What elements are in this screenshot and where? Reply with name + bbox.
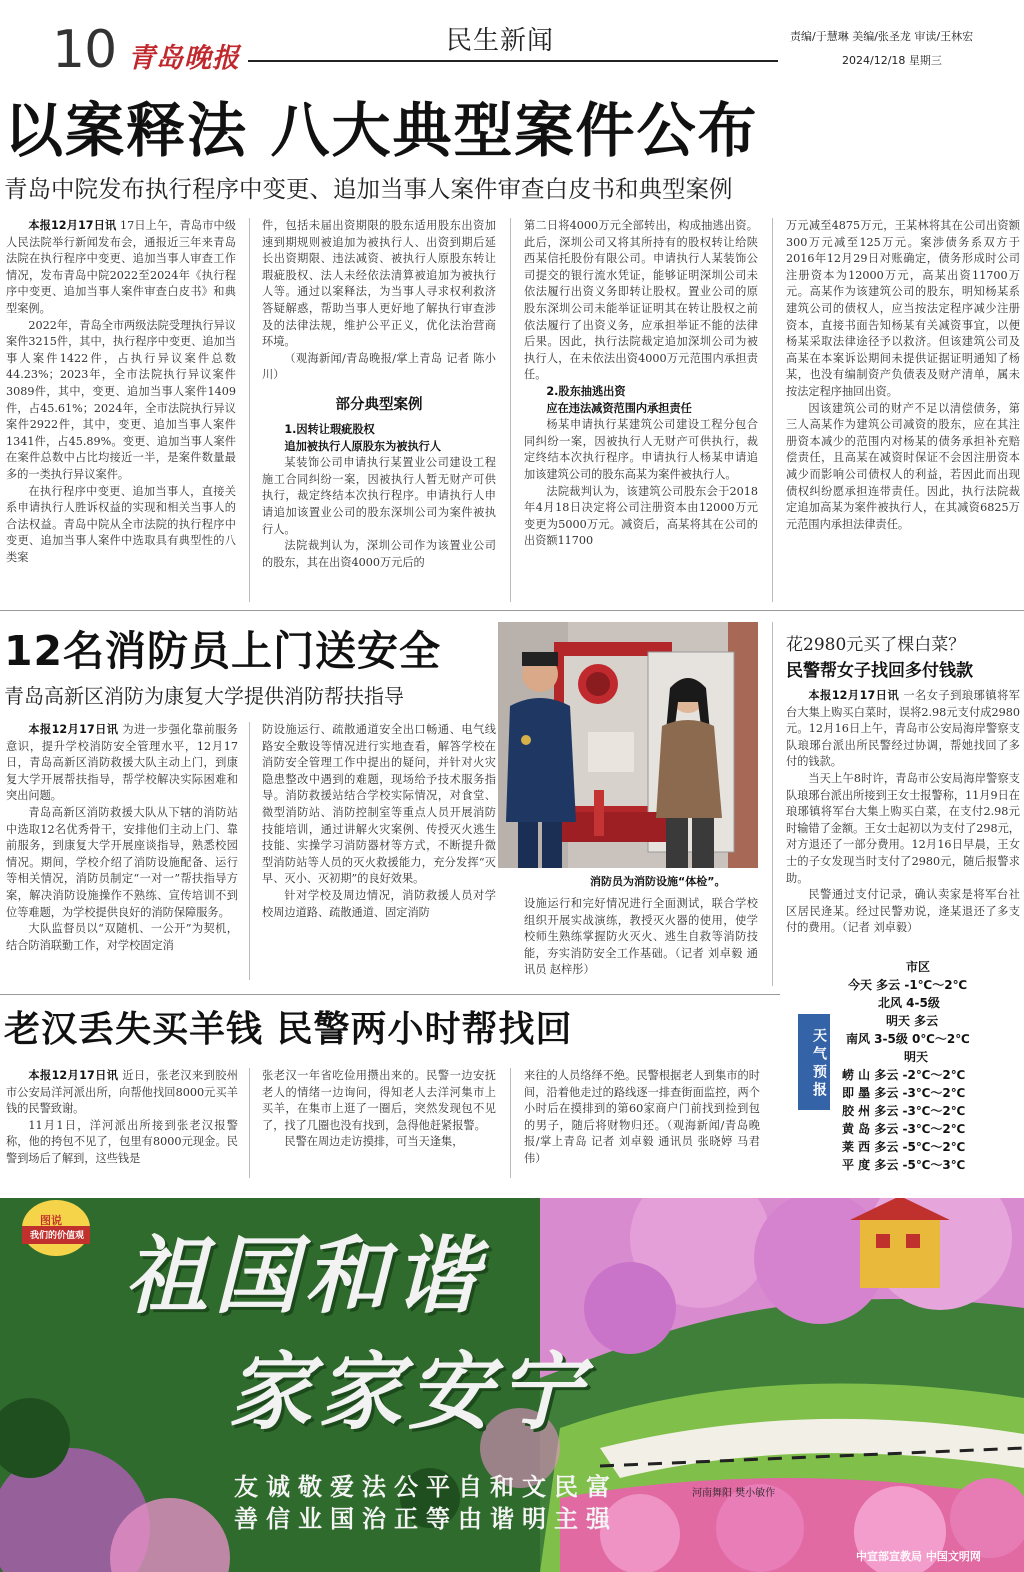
- poster-title-line2: 家家安宁: [228, 1343, 589, 1441]
- story2-col1: [6, 722, 238, 980]
- story3-para: 一名女子到琅琊镇将军台大集上购买白菜时，误将2.98元支付成2980元。12月16日上午，青岛市公安局海岸警察支队琅琊台派出所民警经过协调，帮她找回了多付的钱款。: [786, 689, 1020, 769]
- story4-para: 来往的人员络绎不绝。民警根据老人到集市的时间，沿着他走过的路线逐一排查街面监控，两个小时后在摸排到的第60家商户门前找到捡到包的男子，随后将财物归还。（观海新闻/青岛晚报/掌上青岛 记者 刘卓毅 通讯员 张晓婷 马君伟）: [524, 1069, 760, 1165]
- case2-subtitle: 应在违法减资范围内承担责任: [546, 401, 692, 415]
- story2-para: 针对学校及周边情况，消防救援人员对学校周边道路、疏散通道、固定消防: [262, 888, 496, 919]
- weather-forecast: [838, 958, 1018, 1174]
- story1-para: 件，包括未届出资期限的股东适用股东出资加速到期规则被追加为被执行人、出资到期后延长出资期限、违法减资、被执行人原股东转让瑕疵股权、法人未经依法清算被追加为被执行人等。通过以案释法，为当事人寻求权利救济答疑解惑，帮助当事人更好地了解执行审查涉及的法律法规，维护公平正义，优化法治营商环境。: [262, 219, 496, 349]
- poster-footer-credit: 中宣部宣教局 中国文明网: [856, 1550, 981, 1563]
- story1-para: 法院裁判认为，深圳公司作为该置业公司的股东，其在出资4000万元后的: [262, 539, 496, 569]
- story3-para: 民警通过支付记录，确认卖家是将军台社区居民逄某。经过民警劝说，逄某退还了多支付的费用。（记者 刘卓毅）: [786, 888, 1020, 935]
- story1-para: 17日上午，青岛市中级人民法院举行新闻发布会，通报近三年来青岛法院在执行程序中变更、追加当事人审查工作情况，发布青岛中院2022至2024年《执行程序中变更、追加当事人案件审查白皮书》和典型案例。: [6, 219, 236, 315]
- weather-row: 今天 多云 -1℃～2℃: [848, 978, 968, 992]
- story2-para: 大队监督员以“双随机、一公开”为契机，结合防消联勤工作，对学校固定消: [6, 922, 238, 952]
- editor-credits: 责编/于慧琳 美编/张圣龙 审读/王林宏: [790, 30, 974, 43]
- weather-row: 即 墨 多云 -3℃～2℃: [842, 1086, 966, 1100]
- paper-name-logo: 青岛晚报: [128, 43, 240, 74]
- issue-date: 2024/12/18 星期三: [842, 54, 942, 67]
- story1-para: 第二日将4000万元全部转出，构成抽逃出资。此后，深圳公司又将其所持有的股权转让给陕西某信托股份有限公司。申请执行人某装饰公司提交的银行流水凭证，能够证明深圳公司未依法履行出资义务即转让股权。置业公司的原股东深圳公司未能举证证明其在转让股权之前依法履行了出资义务，应承担举证不能的法律后果。因此，执行法院裁定追加深圳公司为被执行人，在未依法出资4000万元范围内承担责任。: [524, 219, 758, 382]
- weather-row: 南风 3-5级 0℃～2℃: [846, 1032, 970, 1046]
- photo-illustration: [498, 622, 758, 868]
- weather-row: 市区: [906, 960, 931, 974]
- story4-para: 11月1日，洋河派出所接到张老汉报警称，他的挎包不见了，包里有8000元现金。民警到场后了解到，这些钱是: [6, 1118, 238, 1165]
- story2-para: 青岛高新区消防救援大队从下辖的消防站中选取12名优秀骨干，安排他们主动上门、靠前服务，到康复大学开展座谈指导，熟悉校园情况。期间，学校介绍了消防设施配备、运行等相关情况，消防员制定“一对一”帮扶指导方案，解决消防设施操作不熟练、宣传培训不到位等难题，为学校提供良好的消防保障服务。: [6, 805, 238, 919]
- case2-title: 2.股东抽逃出资: [546, 384, 626, 398]
- story4-headline: 老汉丢失买羊钱 民警两小时帮找回: [4, 1009, 573, 1050]
- story2-para: 为进一步强化靠前服务意识，提升学校消防安全管理水平，12月17日，青岛高新区消防救援大队主动上门，到康复大学开展帮扶指导，帮学校解决实际困难和突出问题。: [6, 723, 238, 803]
- story1-para: 在执行程序中变更、追加当事人，直接关系申请执行人胜诉权益的实现和相关当事人的合法权益。青岛中院从全市法院的执行程序中变更、追加当事人案件中选取具有典型性的八类案: [6, 484, 236, 564]
- masthead-rule: [248, 60, 778, 62]
- story2-col3: [524, 896, 758, 986]
- story1-col3: [524, 218, 758, 602]
- story3-para: 当天上午8时许，青岛市公安局海岸警察支队琅琊台派出所接到王女士报警称，11月9日在琅琊镇将军台大集上购买白菜，在支付2.98元时输错了金额。王女士起初以为支付了298元，对方退还了一部分费用。12月16日早晨，王女士的子女发现当时支付了2980元，随后报警求助。: [786, 771, 1020, 885]
- firefighter-photo: [498, 622, 758, 868]
- story1-para: 某装饰公司申请执行某置业公司建设工程施工合同纠纷一案，因被执行人暂无财产可供执行，裁定终结本次执行程序。申请执行人申请追加该置业公司的股东深圳公司为案件被执行人。: [262, 456, 496, 536]
- weather-row: 平 度 多云 -5℃～3℃: [842, 1158, 966, 1172]
- poster-artist-credit: 河南舞阳 樊小敏作: [692, 1488, 776, 1499]
- story4-col3: [524, 1068, 760, 1182]
- story1-byline: （观海新闻/青岛晚报/掌上青岛 记者 陈小川）: [262, 351, 496, 382]
- story3-dateline: 本报12月17日讯: [808, 689, 900, 702]
- story4-dateline: 本报12月17日讯: [28, 1069, 119, 1082]
- story1-col2: [262, 218, 496, 602]
- story1-para: 因该建筑公司的财产不足以清偿债务，第三人高某作为建筑公司减资的股东，应在其注册资本减少的范围内对杨某的债务承担补充赔偿责任，且高某在减资时保证不会因注册资本减少而影响公司债权人的利益，若因此而出现债权纠纷愿承担连带责任。因此，执行法院裁定追加高某为案件被执行人，在其减资6825万元范围内承担法律责任。: [786, 401, 1020, 531]
- section-title: 民生新闻: [446, 26, 555, 56]
- values-poster: [0, 1198, 1024, 1572]
- story3-kicker: 花2980元买了棵白菜？: [786, 635, 966, 655]
- poster-badge-top: 图说: [40, 1214, 62, 1227]
- weather-row: 胶 州 多云 -3℃～2℃: [842, 1104, 966, 1118]
- story2-dateline: 本报12月17日讯: [28, 723, 119, 736]
- story2-subhead: 青岛高新区消防为康复大学提供消防帮扶指导: [4, 684, 404, 708]
- story1-headline: 以案释法 八大典型案件公布: [4, 96, 759, 165]
- story4-col1: [6, 1068, 238, 1182]
- story2-col2: [262, 722, 496, 980]
- poster-badge-bottom: 我们的价值观: [29, 1231, 84, 1241]
- story1-col4: [786, 218, 1020, 602]
- story4-para: 民警在周边走访摸排，可当天逢集，: [284, 1135, 464, 1149]
- story1-subhead: 青岛中院发布执行程序中变更、追加当事人案件审查白皮书和典型案例: [4, 175, 733, 203]
- story1-para: 杨某申请执行某建筑公司建设工程分包合同纠纷一案，因被执行人无财产可供执行，裁定终结本次执行程序。申请执行人杨某申请追加该建筑公司的股东高某为案件被执行人。: [524, 418, 758, 481]
- weather-row: 明天: [904, 1050, 929, 1064]
- story4-col2: [262, 1068, 496, 1182]
- story1-dateline: 本报12月17日讯: [28, 219, 117, 232]
- page-number: 10: [52, 20, 117, 80]
- story4-para: 近日，张老汉来到胶州市公安局洋河派出所，向帮他找回8000元买羊钱的民警致谢。: [6, 1069, 238, 1116]
- story3-body: [786, 688, 1020, 950]
- case1-title: 1.因转让瑕疵股权: [284, 422, 375, 436]
- story2-para: 防设施运行、疏散通道安全出口畅通、电气线路安全敷设等情况进行实地查看，解答学校在消防安全管理工作中提出的疑问，并针对火灾隐患整改中遇到的难题，现场给予技术服务指导。消防救援站结合学校实际情况，对食堂、微型消防站、消防控制室等重点人员开展消防技能培训，通过讲解火灾案例、传授灭火逃生技能、实操学习消防器材等方式，不断提升微型消防站等人员的灭火救援能力，充分发挥“灭早、灭小、灭初期”的良好效果。: [262, 723, 496, 886]
- story1-para: 2022年，青岛全市两级法院受理执行异议案件3215件，其中，执行程序中变更、追加当事人案件1422件，占执行异议案件总数44.23%；2023年，全市法院执行异议案件3089件，其中，变更、追加当事人案件1409件，占45.61%；2024年，全市法院执行异议案件2922件，其中，变更、追加当事人案件1341件，占45.89%。变更、追加当事人案件在案件总数中占比均接近一半，是案件数量最多的一类执行异议案件。: [6, 318, 236, 481]
- story3-headline: 民警帮女子找回多付钱款: [786, 661, 973, 681]
- story4-para: 张老汉一年省吃俭用攒出来的。民警一边安抚老人的情绪一边询问，得知老人去洋河集市上买羊，在集市上逛了一圈后，突然发现包不见了，找了几圈也没有找到，急得他赶紧报警。: [262, 1069, 496, 1132]
- weather-badge: [798, 1014, 830, 1110]
- story1-col1: [6, 218, 236, 602]
- photo-caption: 消防员为消防设施“体检”。: [590, 875, 726, 888]
- poster-values-row2: 善信业国治正等由谐明主强: [234, 1504, 618, 1533]
- weather-row: 明天 多云: [886, 1014, 939, 1028]
- story2-headline: 12名消防员上门送安全: [4, 627, 442, 675]
- story1-para: 万元减至4875万元，王某林将其在公司出资额300万元减至125万元。案涉债务系双方于2016年12月29日对账确定，债务形成时公司注册资本为12000万元，高某出资11700万元。高某作为该建筑公司的股东，明知杨某系建筑公司的债权人，应当按法定程序减少注册资本，直接书面告知杨某有关减资事宜，以便杨某采取法律途径予以救济。但该建筑公司及高某在本案诉讼期间未提供证据证明通知了杨某，也没有编制资产负债表及财产清单，属未按法定程序抽回出资。: [786, 219, 1020, 398]
- weather-badge-text: 天气预报: [811, 1028, 827, 1100]
- poster-values-row1: 友诚敬爱法公平自和文民富: [234, 1472, 618, 1501]
- cases-heading: 部分典型案例: [335, 396, 423, 413]
- weather-row: 崂 山 多云 -2℃～2℃: [842, 1068, 966, 1082]
- case1-subtitle: 追加被执行人原股东为被执行人: [284, 439, 442, 453]
- poster-title-line1: 祖国和谐: [124, 1227, 485, 1325]
- story1-para: 法院裁判认为，该建筑公司股东会于2018年4月18日决定将公司注册资本由12000万元变更为5000万元。减资后，高某将其在公司的出资额11700: [524, 484, 758, 548]
- weather-row: 北风 4-5级: [878, 996, 940, 1010]
- story2-para: 设施运行和完好情况进行全面测试，联合学校组织开展实战演练，教授灭火器的使用，使学校师生熟练掌握防火灭火、逃生自救等消防技能，夯实消防安全工作基础。（记者 刘卓毅 通讯员 赵梓彤）: [524, 897, 758, 977]
- weather-row: 黄 岛 多云 -3℃～2℃: [842, 1122, 966, 1136]
- weather-row: 莱 西 多云 -5℃～2℃: [842, 1140, 966, 1154]
